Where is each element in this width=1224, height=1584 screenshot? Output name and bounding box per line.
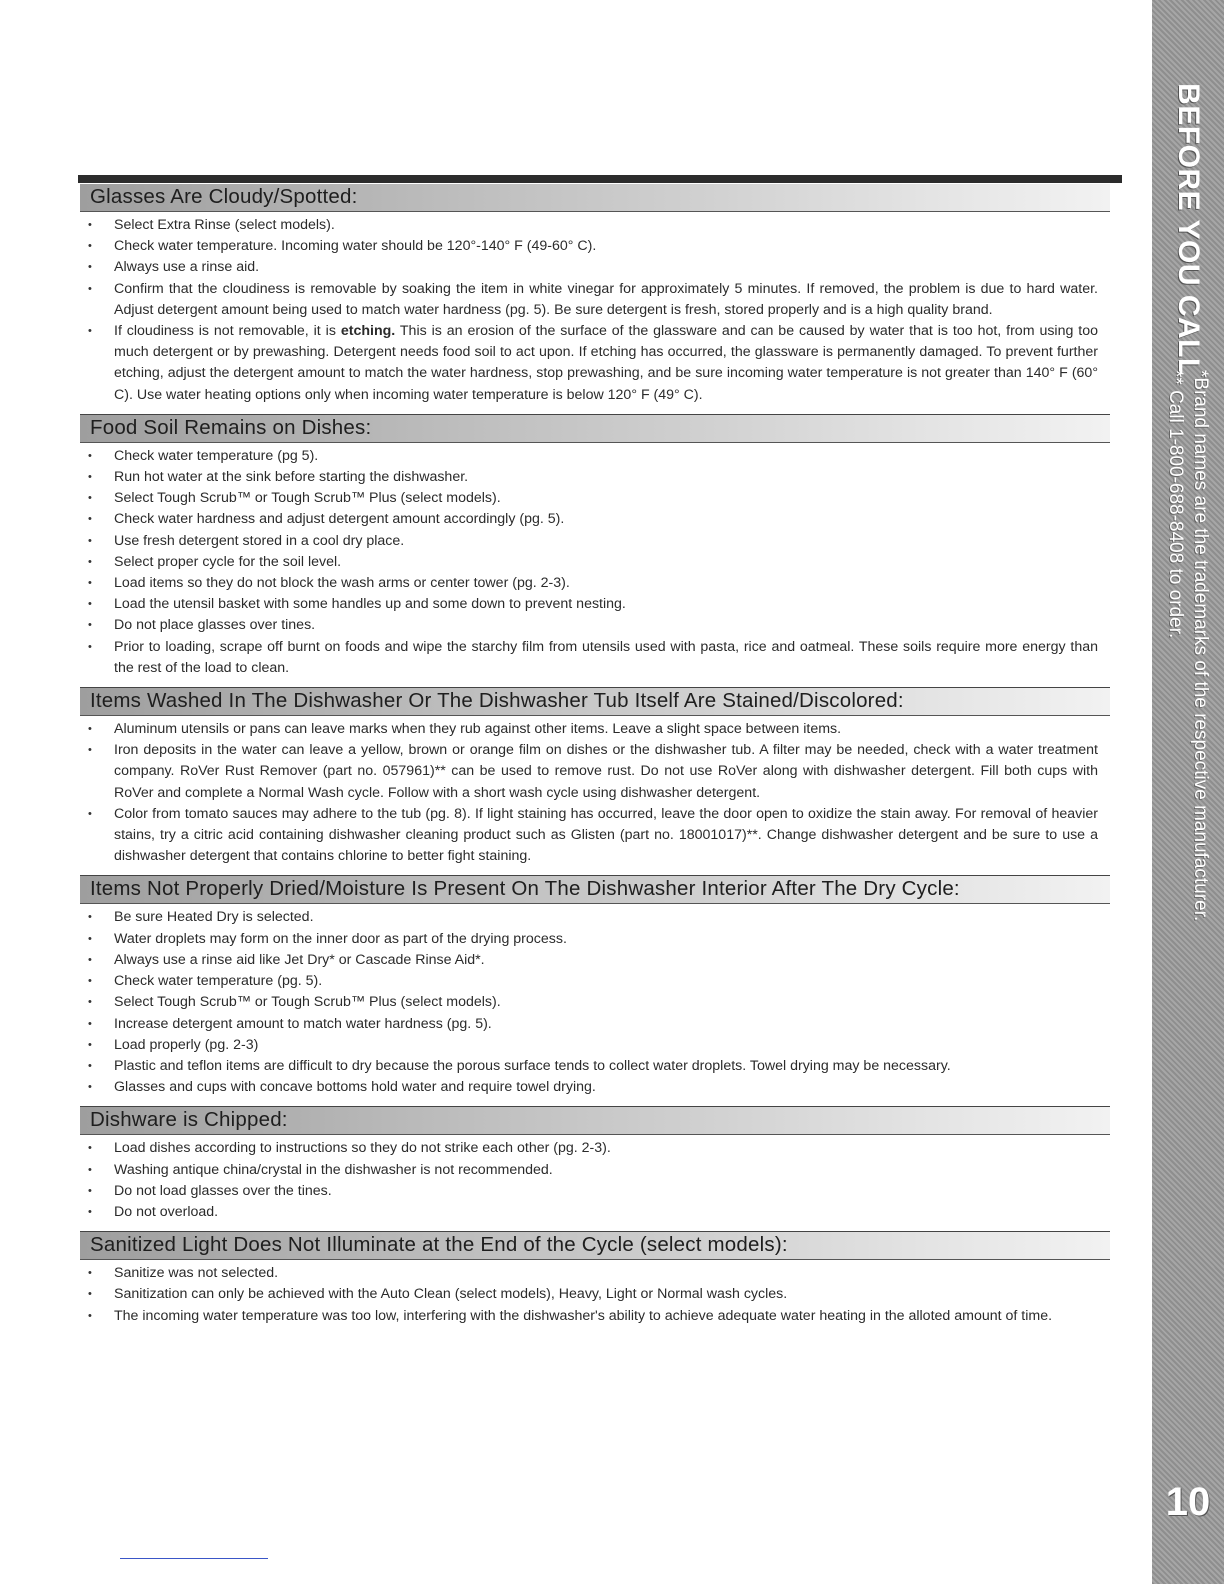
list-item: • Washing antique china/crystal in the dishwasher is not recommended.: [80, 1160, 1110, 1181]
list-item: • If cloudiness is not removable, it is etching. This is an erosion of the surface of the glassware and can be caused by water that is too hot, from using too much detergent or by prewashing. Detergent needs food soil to act upon. If etching has occurred, the glassware is permanently damaged. To prevent further etching, adjust the detergent amount to match the water hardness, stop prewashing, and be sure incoming water temperature is not greater than 140° F (60° C). Use water heating options only when incoming water temperature is below 120° F (49° C).: [80, 321, 1110, 406]
bullet-list: [80, 1138, 1110, 1223]
list-item: • Sanitization can only be achieved with the Auto Clean (select models), Heavy, Light or Normal wash cycles.: [80, 1284, 1110, 1305]
side-tab-note-text: [1163, 370, 1213, 922]
bullet-list: [80, 1263, 1110, 1327]
list-item: • Check water temperature. Incoming water should be 120°-140° F (49-60° C).: [80, 236, 1110, 257]
list-item: • Select proper cycle for the soil level.: [80, 552, 1110, 573]
bullet-list: [80, 907, 1110, 1098]
list-item: • Sanitize was not selected.: [80, 1263, 1110, 1284]
list-item: • Check water hardness and adjust detergent amount accordingly (pg. 5).: [80, 509, 1110, 530]
list-item: • Select Tough Scrub™ or Tough Scrub™ Plus (select models).: [80, 488, 1110, 509]
bullet-list: [80, 446, 1110, 679]
list-item: • Iron deposits in the water can leave a yellow, brown or orange film on dishes or the dishwasher tub. A filter may be needed, check with a water treatment company. RoVer Rust Remover (part no. 057961)** can be used to remove rust. Do not use RoVer along with dishwasher detergent. Fill both cups with RoVer and complete a Normal Wash cycle. Follow with a short wash cycle using dishwasher detergent.: [80, 740, 1110, 804]
list-item: • Be sure Heated Dry is selected.: [80, 907, 1110, 928]
list-item: • Load the utensil basket with some handles up and some down to prevent nesting.: [80, 594, 1110, 615]
list-item: • Increase detergent amount to match water hardness (pg. 5).: [80, 1014, 1110, 1035]
list-item: • Load dishes according to instructions so they do not strike each other (pg. 2-3).: [80, 1138, 1110, 1159]
etching-emphasis: etching.: [340, 323, 396, 340]
section-heading: Dishware is Chipped:: [80, 1106, 1110, 1135]
section-sanitized-light: [80, 1231, 1110, 1327]
list-item: • Aluminum utensils or pans can leave marks when they rub against other items. Leave a slight space between items.: [80, 719, 1110, 740]
list-item: • Check water temperature (pg. 5).: [80, 971, 1110, 992]
list-item: • Always use a rinse aid like Jet Dry* or Cascade Rinse Aid*.: [80, 950, 1110, 971]
section-dishware-chipped: [80, 1106, 1110, 1223]
section-heading: Food Soil Remains on Dishes:: [80, 414, 1110, 443]
list-item: • The incoming water temperature was too low, interfering with the dishwasher's ability to achieve adequate water heating in the alloted amount of time.: [80, 1306, 1110, 1327]
section-heading: Sanitized Light Does Not Illuminate at the End of the Cycle (select models):: [80, 1231, 1110, 1260]
list-item: • Do not overload.: [80, 1202, 1110, 1223]
list-item: • Select Extra Rinse (select models).: [80, 215, 1110, 236]
troubleshooting-content: [80, 184, 1110, 1327]
list-item: • Always use a rinse aid.: [80, 257, 1110, 278]
section-glasses-cloudy: [80, 184, 1110, 406]
list-item: • Check water temperature (pg 5).: [80, 446, 1110, 467]
list-item: • Water droplets may form on the inner door as part of the drying process.: [80, 929, 1110, 950]
side-tab-note: [1152, 370, 1224, 922]
bullet-list: [80, 215, 1110, 406]
section-stained-discolored: [80, 687, 1110, 867]
section-heading: Items Washed In The Dishwasher Or The Dishwasher Tub Itself Are Stained/Discolored:: [80, 687, 1110, 716]
list-item: • Do not load glasses over the tines.: [80, 1181, 1110, 1202]
section-heading: Items Not Properly Dried/Moisture Is Present On The Dishwasher Interior After The Dry Cycle:: [80, 875, 1110, 904]
section-food-soil: [80, 414, 1110, 679]
section-not-dried: [80, 875, 1110, 1098]
list-item: • Run hot water at the sink before starting the dishwasher.: [80, 467, 1110, 488]
footer-rule: [120, 1558, 268, 1559]
list-item: • Color from tomato sauces may adhere to the tub (pg. 8). If light staining has occurred, leave the door open to oxidize the stain away. For removal of heavier stains, try a citric acid containing dishwasher cleaning product such as Glisten (part no. 18001017)**. Change dishwasher detergent and be sure to use a dishwasher detergent that contains chlorine to better fight staining.: [80, 804, 1110, 868]
page-number: 10: [1165, 1480, 1211, 1524]
list-item: • Load properly (pg. 2-3): [80, 1035, 1110, 1056]
side-tab-title: [1152, 83, 1224, 377]
list-item: • Do not place glasses over tines.: [80, 615, 1110, 636]
trademark-note: *Brand names are the trademarks of the respective manufacturer.: [1190, 370, 1211, 922]
top-rule: [78, 175, 1122, 183]
list-item: • Plastic and teflon items are difficult to dry because the porous surface tends to collect water droplets. Towel drying may be necessary.: [80, 1056, 1110, 1077]
list-item: • Select Tough Scrub™ or Tough Scrub™ Plus (select models).: [80, 992, 1110, 1013]
bullet-list: [80, 719, 1110, 867]
section-heading: Glasses Are Cloudy/Spotted:: [80, 184, 1110, 212]
side-tab-title-text: BEFORE YOU CALL: [1172, 83, 1205, 377]
order-phone-note: ** Call 1-800-688-8408 to order.: [1165, 370, 1186, 639]
list-item: • Load items so they do not block the wash arms or center tower (pg. 2-3).: [80, 573, 1110, 594]
list-item: • Glasses and cups with concave bottoms hold water and require towel drying.: [80, 1077, 1110, 1098]
list-item: • Confirm that the cloudiness is removable by soaking the item in white vinegar for approximately 5 minutes. If removed, the problem is due to hard water. Adjust detergent amount being used to match water hardness (pg. 5). Be sure detergent is fresh, stored properly and is a high quality brand.: [80, 279, 1110, 321]
list-item: • Use fresh detergent stored in a cool dry place.: [80, 531, 1110, 552]
list-item: • Prior to loading, scrape off burnt on foods and wipe the starchy film from utensils used with pasta, rice and oatmeal. These soils require more energy than the rest of the load to clean.: [80, 637, 1110, 679]
